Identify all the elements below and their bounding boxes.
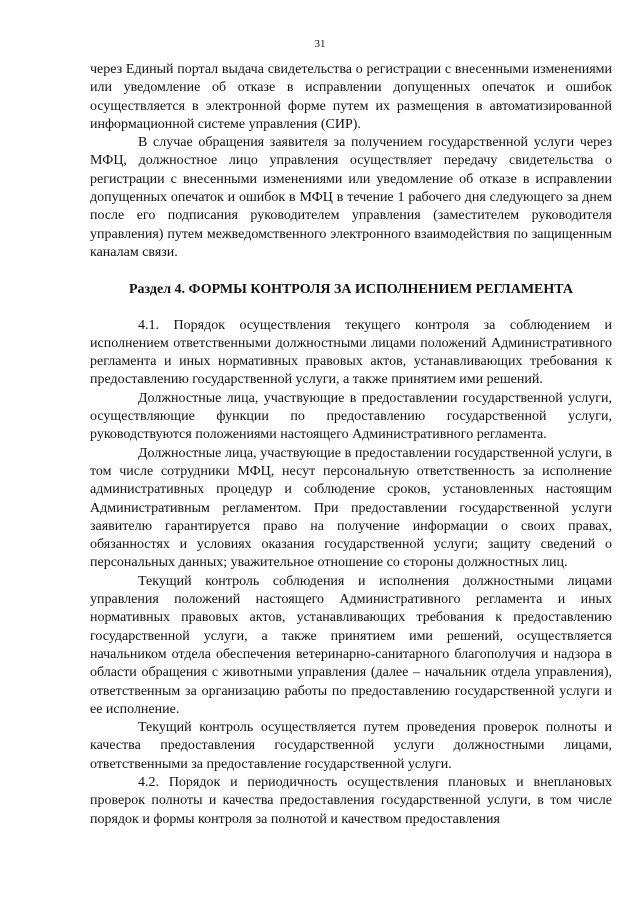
- paragraph: Должностные лица, участвующие в предоставлении государственной услуги, в том числе сотрудники МФЦ, несут персональную ответственность за исполнение административных процедур и соблюдение сроков, установленных настоящим Административным регламентом. При предоставлении государственной услуги заявителю гарантируется право на получение информации о своих правах, обязанностях и условиях оказания государственной услуги; защиту сведений о персональных данных; уважительное отношение со стороны должностных лиц.: [90, 445, 612, 571]
- paragraph: 4.2. Порядок и периодичность осуществления плановых и внеплановых проверок полноты и качества предоставления государственной услуги, в том числе порядок и формы контроля за полнотой и качеством предоставления: [90, 774, 612, 827]
- paragraph: 4.1. Порядок осуществления текущего контроля за соблюдением и исполнением ответственными должностными лицами положений Административного регламента и иных нормативных правовых актов, устанавливающих требования к предоставлению государственной услуги, а также принятием ими решений.: [90, 317, 612, 388]
- section-heading: Раздел 4. ФОРМЫ КОНТРОЛЯ ЗА ИСПОЛНЕНИЕМ РЕГЛАМЕНТА: [128, 282, 574, 298]
- paragraph: Текущий контроль осуществляется путем проведения проверок полноты и качества предоставления государственной услуги должностными лицами, ответственными за предоставление государственной услуги.: [90, 720, 612, 772]
- paragraph: через Единый портал выдача свидетельства о регистрации с внесенными изменениями или уведомление об отказе в исправлении допущенных опечаток и ошибок осуществляется в электронной форме путем их размещения в автоматизированной информационной системе управления (СИР).: [90, 62, 612, 132]
- page-number: 31: [314, 38, 326, 50]
- paragraph: В случае обращения заявителя за получением государственной услуги через МФЦ, должностное лицо управления осуществляет передачу свидетельства о регистрации с внесенными изменениями или уведомление об отказе в исправлении допущенных опечаток и ошибок в МФЦ в течение 1 рабочего дня следующего за днем после его подписания руководителем управления (заместителем руководителя управления) путем межведомственного электронного взаимодействия по защищенным каналам связи.: [90, 135, 612, 260]
- paragraph: Должностные лица, участвующие в предоставлении государственной услуги, осуществляющие функции по предоставлению государственной услуги, руководствуются положениями настоящего Административного регламента.: [90, 390, 612, 443]
- document-body: [90, 61, 612, 829]
- paragraph: Текущий контроль соблюдения и исполнения должностными лицами управления положений настоящего Административного регламента и иных нормативных правовых актов, устанавливающих требования к предоставлению государственной услуги, а также принятием ими решений, осуществляется начальником отдела обеспечения ветеринарно-санитарного благополучия и надзора в области обращения с животными управления (далее – начальник отдела управления), ответственным за организацию работы по предоставлению государственной услуги и ее исполнение.: [90, 573, 612, 717]
